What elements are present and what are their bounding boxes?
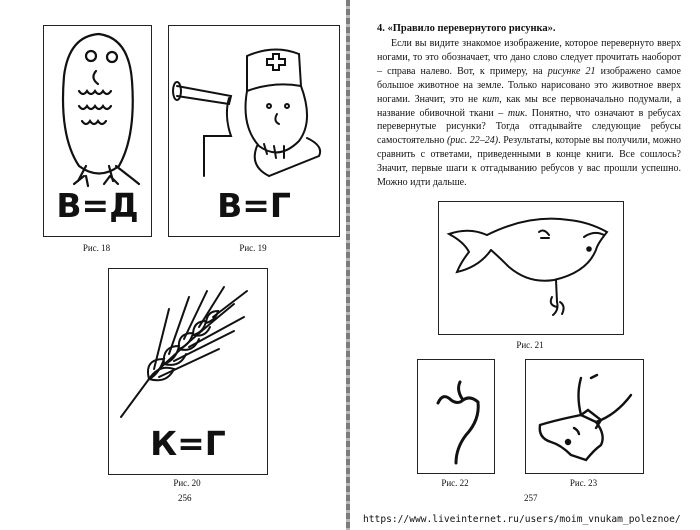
text-run: изображено самое большое животное на земле. Только нарисовано это животное вверх ногами. Значит, это не xyxy=(377,65,681,105)
figure-caption: Рис. 22 xyxy=(441,478,469,488)
figure-20-wheat xyxy=(108,268,268,475)
italic-run: тик xyxy=(507,107,525,119)
figure-caption: Рис. 19 xyxy=(239,243,267,253)
upside-down-figure-icon xyxy=(418,360,494,473)
watermark-url: https://www.liveinternet.ru/users/moim_vnukam_poleznoe/ xyxy=(363,514,681,525)
text-run: , как мы все первоначально подумали, а название обивочной ткани – xyxy=(377,93,681,119)
figure-18-owl xyxy=(43,25,152,237)
italic-run: кит xyxy=(482,93,500,105)
text-run: . Результаты, которые вы получили, можно сравнить с ответами, приведенными в конце книги. Все сошлось? Значит, первые шаги к отгадыванию ребусов у вас прошли успешно. Можно идти дальше. xyxy=(377,135,681,189)
italic-run: рисунке 21 xyxy=(547,65,596,77)
paragraph xyxy=(377,37,681,190)
book-spine xyxy=(346,0,350,530)
upside-down-animal-icon xyxy=(526,360,643,473)
whale-icon xyxy=(439,202,623,334)
italic-run: (рис. 22–24) xyxy=(446,135,499,147)
text-run: Если вы видите знакомое изображение, которое перевернуто вверх ногами, то это обозначает, что дано слово следует прочитать наоборот – справа налево. Вот, к примеру, на xyxy=(377,38,681,77)
section-heading: 4. «Правило перевернутого рисунка». xyxy=(377,23,556,34)
rebus-text: К=Г xyxy=(150,424,226,463)
figure-caption: Рис. 21 xyxy=(516,340,544,350)
figure-caption: Рис. 20 xyxy=(173,478,201,488)
rebus-text: В=Г xyxy=(217,186,291,225)
figure-21-whale xyxy=(438,201,624,335)
body-text xyxy=(377,37,681,190)
figure-23 xyxy=(525,359,644,474)
rebus-text: В=Д xyxy=(56,186,139,225)
text-run: . Понятно, что означают в ребусах перевернутые рисунки? Тогда отгадывайте следующие ребусы самостоятельно xyxy=(377,107,682,147)
page-number-right: 257 xyxy=(524,493,538,503)
figure-19-doctor xyxy=(168,25,340,237)
figure-22 xyxy=(417,359,495,474)
figure-caption: Рис. 23 xyxy=(569,478,598,488)
page-number-left: 256 xyxy=(178,493,192,503)
figure-caption: Рис. 18 xyxy=(82,243,111,253)
